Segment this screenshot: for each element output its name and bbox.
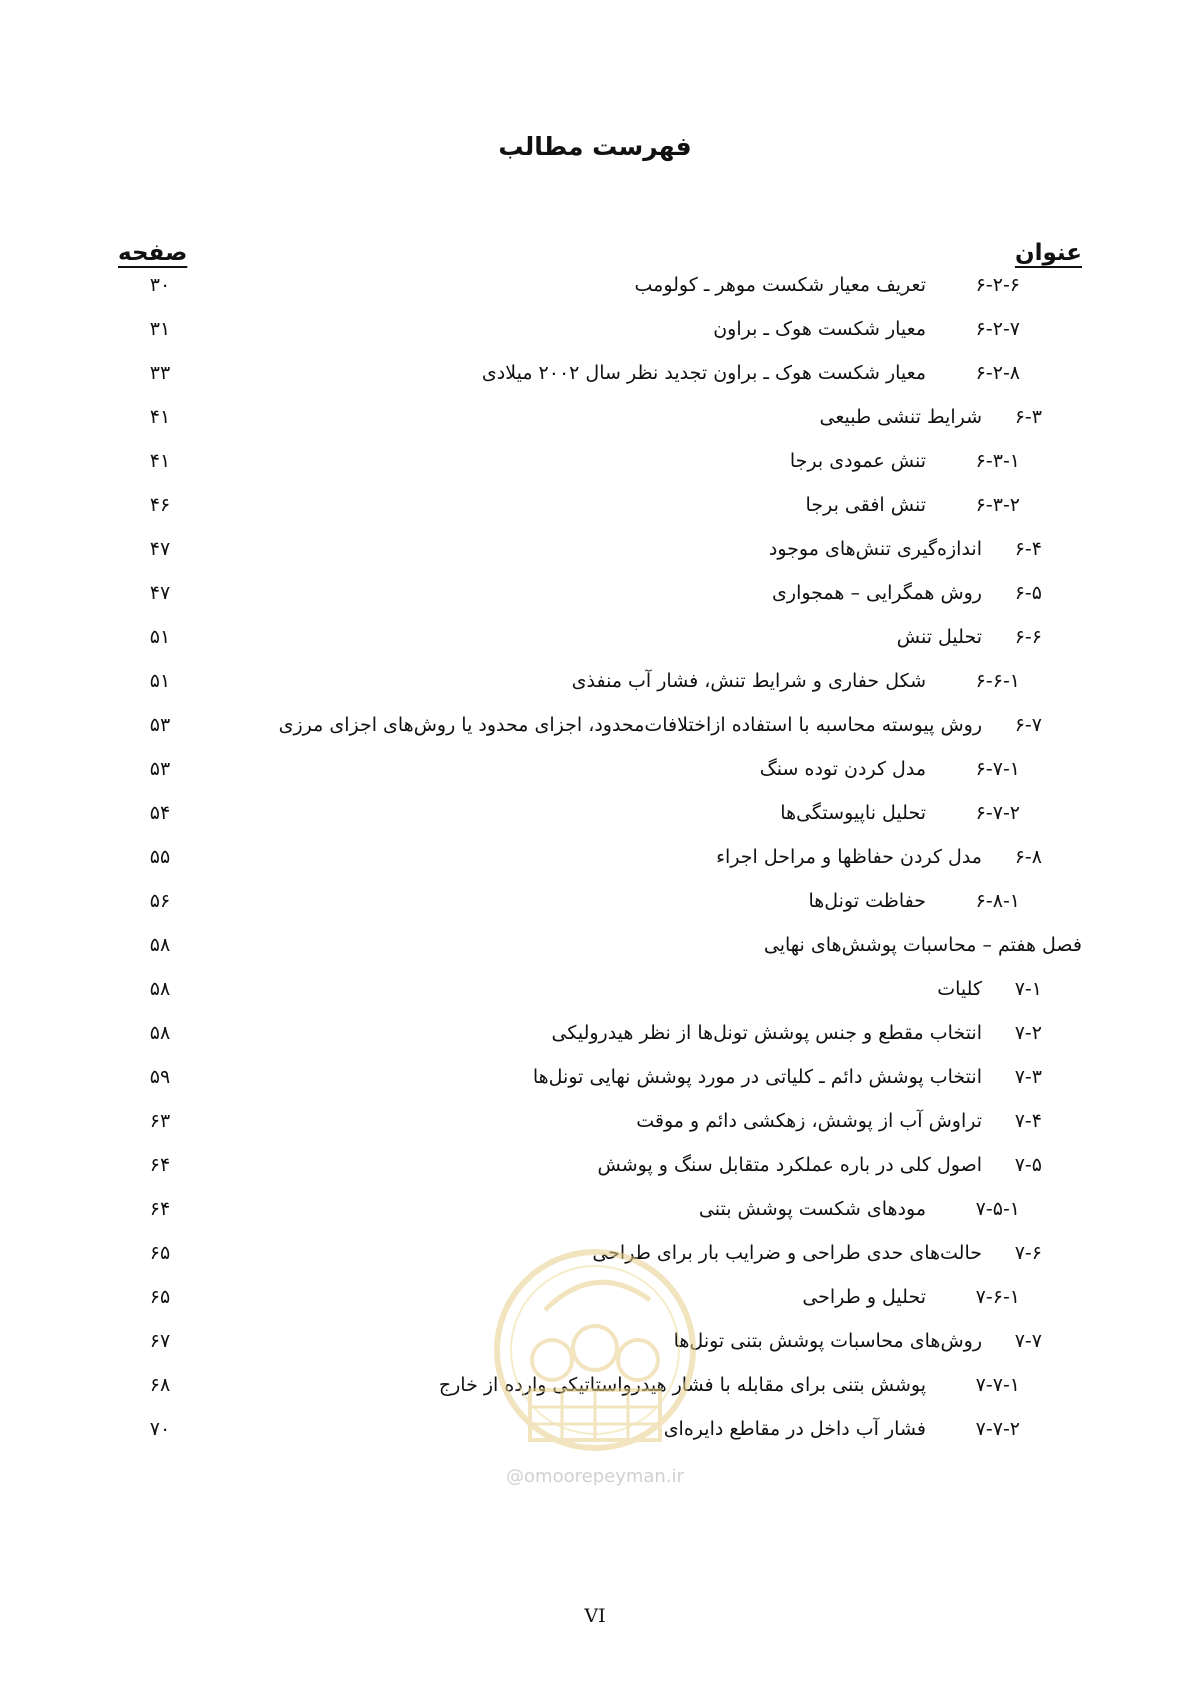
toc-entry-number: ۶-۷-۲ bbox=[975, 802, 1020, 824]
toc-entry-page: ۷۰ bbox=[149, 1418, 171, 1440]
toc-entry-number: ۶-۷-۱ bbox=[975, 758, 1020, 780]
toc-entry[interactable] bbox=[0, 842, 1190, 888]
toc-entry[interactable] bbox=[0, 490, 1190, 536]
toc-entry-title: حالت‌های حدی طراحی و ضرایب بار برای طراحی bbox=[592, 1242, 982, 1264]
toc-entry-number: ۶-۳ bbox=[1014, 406, 1042, 428]
toc-entry-page: ۵۸ bbox=[149, 978, 171, 1000]
toc-entry-page: ۶۴ bbox=[149, 1154, 171, 1176]
toc-entry-title: تحلیل تنش bbox=[896, 626, 982, 648]
toc-entry-number: ۶-۲-۶ bbox=[975, 274, 1020, 296]
toc-entry-page: ۶۴ bbox=[149, 1198, 171, 1220]
toc-entry-number: ۷-۷ bbox=[1014, 1330, 1042, 1352]
toc-entry-number: ۶-۷ bbox=[1014, 714, 1042, 736]
toc-entry-title: تراوش آب از پوشش، زهکشی دائم و موقت bbox=[636, 1110, 982, 1132]
toc-entry[interactable] bbox=[0, 666, 1190, 712]
toc-entry-title: روش‌های محاسبات پوشش بتنی تونل‌ها bbox=[673, 1330, 982, 1352]
toc-entry-number: ۷-۲ bbox=[1014, 1022, 1042, 1044]
toc-entry-title: حفاظت تونل‌ها bbox=[808, 890, 926, 912]
toc-entry[interactable] bbox=[0, 798, 1190, 844]
toc-entry-title: شکل حفاری و شرایط تنش، فشار آب منفذی bbox=[571, 670, 926, 692]
toc-entry[interactable] bbox=[0, 886, 1190, 932]
toc-entry-title: تنش عمودی برجا bbox=[789, 450, 926, 472]
toc-entry-title: اندازه‌گیری تنش‌های موجود bbox=[768, 538, 982, 560]
toc-entry-title: پوشش بتنی برای مقابله با فشار هیدرواستاتیکی وارده از خارج bbox=[438, 1374, 926, 1396]
toc-entry-number: ۷-۷-۲ bbox=[975, 1418, 1020, 1440]
column-header-page: صفحه bbox=[118, 240, 188, 266]
toc-entry-title: معیار شکست هوک ـ براون تجدید نظر سال ۲۰۰۲ میلادی bbox=[481, 362, 926, 384]
toc-entry-title: تعریف معیار شکست موهر ـ کولومب bbox=[634, 274, 926, 296]
toc-entry-number: ۶-۶-۱ bbox=[975, 670, 1020, 692]
toc-entry-page: ۵۹ bbox=[149, 1066, 171, 1088]
toc-entry-number: ۶-۲-۷ bbox=[975, 318, 1020, 340]
toc-entry-page: ۴۱ bbox=[149, 450, 171, 472]
toc-entry-title: انتخاب پوشش دائم ـ کلیاتی در مورد پوشش نهایی تونل‌ها bbox=[532, 1066, 982, 1088]
toc-entry-page: ۶۵ bbox=[149, 1242, 171, 1264]
toc-entry[interactable] bbox=[0, 1062, 1190, 1108]
watermark bbox=[490, 1240, 700, 1490]
toc-entry-page: ۵۶ bbox=[149, 890, 171, 912]
toc-entry-number: ۷-۶ bbox=[1014, 1242, 1042, 1264]
toc-entry-page: ۳۰ bbox=[149, 274, 171, 296]
toc-entry-page: ۶۷ bbox=[149, 1330, 171, 1352]
toc-entry-title: مدل کردن توده سنگ bbox=[759, 758, 926, 780]
toc-entry[interactable] bbox=[0, 974, 1190, 1020]
toc-entry-title: مودهای شکست پوشش بتنی bbox=[698, 1198, 926, 1220]
toc-entry-number: ۷-۵ bbox=[1014, 1154, 1042, 1176]
toc-entry-page: ۶۵ bbox=[149, 1286, 171, 1308]
toc-entry-number: ۶-۸-۱ bbox=[975, 890, 1020, 912]
toc-entry[interactable] bbox=[0, 314, 1190, 360]
seal-icon bbox=[490, 1240, 700, 1460]
toc-entry-number: ۶-۲-۸ bbox=[975, 362, 1020, 384]
toc-entry-page: ۵۳ bbox=[149, 758, 171, 780]
toc-entry-page: ۵۱ bbox=[149, 670, 171, 692]
toc-entry-page: ۶۳ bbox=[149, 1110, 171, 1132]
toc-entry-number: ۷-۴ bbox=[1014, 1110, 1042, 1132]
toc-entry-page: ۴۱ bbox=[149, 406, 171, 428]
toc-entry-page: ۵۱ bbox=[149, 626, 171, 648]
toc-entry-title: فشار آب داخل در مقاطع دایره‌ای bbox=[663, 1418, 926, 1440]
toc-entry-number: ۷-۳ bbox=[1014, 1066, 1042, 1088]
toc-entry-page: ۶۸ bbox=[149, 1374, 171, 1396]
toc-entry-number: ۶-۶ bbox=[1014, 626, 1042, 648]
page-number: VI bbox=[584, 1605, 606, 1627]
toc-entry[interactable] bbox=[0, 1194, 1190, 1240]
toc-entry-title: معیار شکست هوک ـ براون bbox=[713, 318, 926, 340]
toc-entry-page: ۵۳ bbox=[149, 714, 171, 736]
toc-entry[interactable] bbox=[0, 446, 1190, 492]
toc-entry[interactable] bbox=[0, 930, 1190, 976]
toc-entry-number: ۷-۱ bbox=[1014, 978, 1042, 1000]
toc-entry-title: تحلیل ناپیوستگی‌ها bbox=[780, 802, 926, 824]
toc-entry-page: ۳۱ bbox=[149, 318, 171, 340]
toc-entry-page: ۴۷ bbox=[149, 538, 171, 560]
toc-entry-number: ۶-۵ bbox=[1014, 582, 1042, 604]
toc-entry-number: ۷-۷-۱ bbox=[975, 1374, 1020, 1396]
toc-entry-number: ۶-۳-۱ bbox=[975, 450, 1020, 472]
toc-entry-number: ۶-۳-۲ bbox=[975, 494, 1020, 516]
toc-entry-page: ۵۸ bbox=[149, 1022, 171, 1044]
toc-entry-page: ۵۸ bbox=[149, 934, 171, 956]
toc-entry-title: انتخاب مقطع و جنس پوشش تونل‌ها از نظر هیدرولیکی bbox=[551, 1022, 982, 1044]
toc-entry-title: اصول کلی در باره عملکرد متقابل سنگ و پوشش bbox=[597, 1154, 982, 1176]
toc-entry[interactable] bbox=[0, 270, 1190, 316]
toc-entry-number: ۷-۵-۱ bbox=[975, 1198, 1020, 1220]
toc-entry-title: روش پیوسته محاسبه با استفاده ازاختلافات‌محدود، اجزای محدود یا روش‌های اجزای مرزی bbox=[278, 714, 982, 736]
toc-entry[interactable] bbox=[0, 1150, 1190, 1196]
toc-entry[interactable] bbox=[0, 622, 1190, 668]
toc-entry[interactable] bbox=[0, 578, 1190, 624]
toc-entry-page: ۴۷ bbox=[149, 582, 171, 604]
toc-entry-title: مدل کردن حفاظها و مراحل اجراء bbox=[716, 846, 982, 868]
toc-entry[interactable] bbox=[0, 358, 1190, 404]
watermark-text: @omoorepeyman.ir bbox=[506, 1466, 684, 1487]
toc-entry[interactable] bbox=[0, 1106, 1190, 1152]
column-header-title: عنوان bbox=[1014, 240, 1082, 266]
toc-entry-title: شرایط تنشی طبیعی bbox=[819, 406, 982, 428]
toc-entry[interactable] bbox=[0, 754, 1190, 800]
toc-entry-number: ۷-۶-۱ bbox=[975, 1286, 1020, 1308]
toc-entry-title: کلیات bbox=[937, 978, 982, 1000]
toc-entry[interactable] bbox=[0, 1018, 1190, 1064]
toc-entry[interactable] bbox=[0, 402, 1190, 448]
toc-entry-title: فصل هفتم – محاسبات پوشش‌های نهایی bbox=[763, 934, 1082, 956]
toc-entry-title: تحلیل و طراحی bbox=[802, 1286, 926, 1308]
toc-entry-number: ۶-۴ bbox=[1014, 538, 1042, 560]
toc-entry-page: ۳۳ bbox=[149, 362, 171, 384]
toc-entry-title: تنش افقی برجا bbox=[805, 494, 926, 516]
toc-entry-page: ۵۵ bbox=[149, 846, 171, 868]
page-title: فهرست مطالب bbox=[498, 132, 692, 161]
toc-entry-title: روش همگرایی – همجواری bbox=[772, 582, 982, 604]
toc-entry-page: ۵۴ bbox=[149, 802, 171, 824]
toc-entry[interactable] bbox=[0, 710, 1190, 756]
toc-entry-number: ۶-۸ bbox=[1014, 846, 1042, 868]
toc-entry-page: ۴۶ bbox=[149, 494, 171, 516]
toc-entry[interactable] bbox=[0, 534, 1190, 580]
